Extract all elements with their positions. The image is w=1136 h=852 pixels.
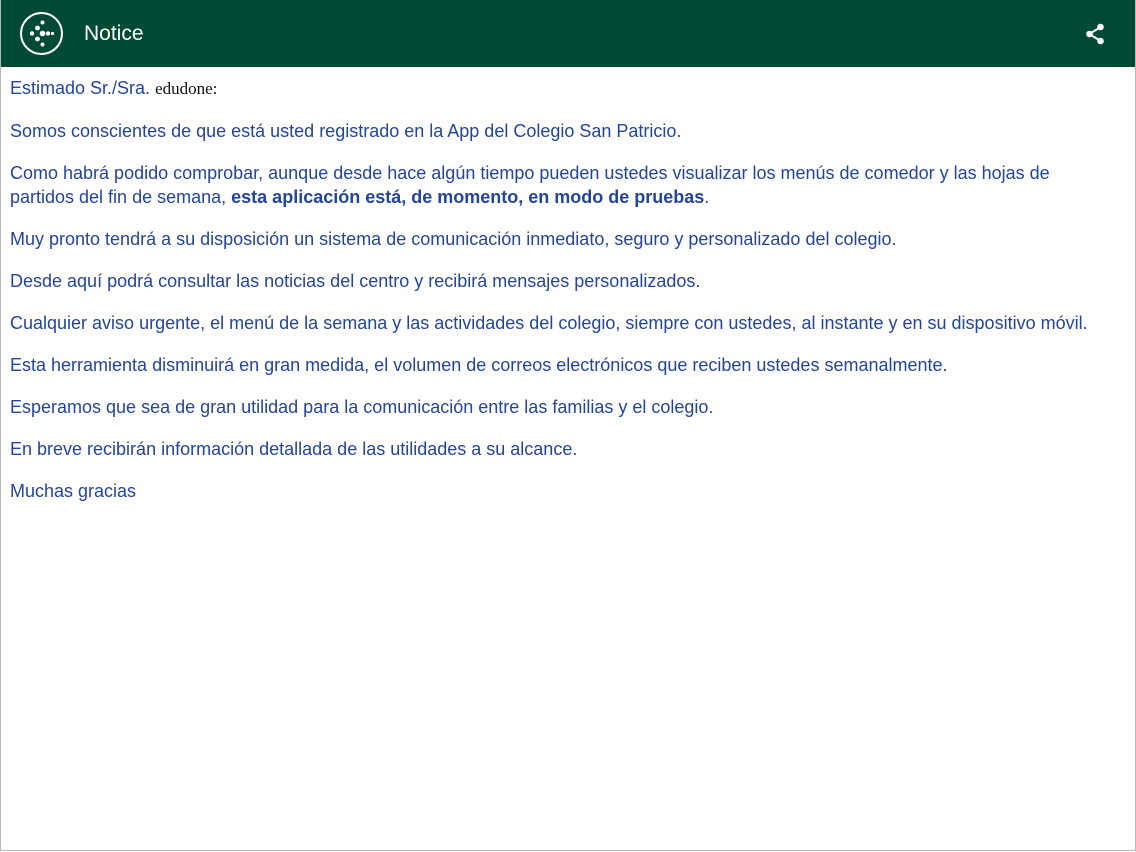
app-logo-button[interactable] — [20, 12, 63, 55]
greeting — [10, 76, 1110, 101]
paragraph-3: Muy pronto tendrá a su disposición un sistema de comunicación inmediato, seguro y personalizado del colegio. — [10, 229, 897, 249]
paragraph-7: Esperamos que sea de gran utilidad para la comunicación entre las familias y el colegio. — [10, 397, 714, 417]
paragraph-1: Somos conscientes de que está usted registrado en la App del Colegio San Patricio. — [10, 121, 682, 141]
top-bar — [1, 0, 1136, 67]
page-title: Notice — [84, 22, 144, 45]
paragraph-2-text: Como habrá podido comprobar, aunque desde hace algún tiempo pueden ustedes visualizar los menús de comedor y las hojas de partidos del fin de semana, — [10, 163, 1050, 207]
paragraph-2 — [10, 161, 1110, 209]
paragraph-5: Cualquier aviso urgente, el menú de la semana y las actividades del colegio, siempre con ustedes, al instante y en su dispositivo móvil. — [10, 313, 1088, 333]
share-icon — [1083, 22, 1107, 46]
dots-arrow-logo-icon — [22, 14, 61, 53]
greeting-prefix: Estimado Sr./Sra. — [10, 78, 151, 98]
recipient-name: edudone: — [155, 79, 218, 98]
paragraph-2-emphasis: esta aplicación está, de momento, en modo de pruebas — [231, 187, 705, 207]
paragraph-6: Esta herramienta disminuirá en gran medida, el volumen de correos electrónicos que reciben ustedes semanalmente. — [10, 355, 948, 375]
paragraph-8: En breve recibirán información detallada de las utilidades a su alcance. — [10, 439, 578, 459]
paragraph-4: Desde aquí podrá consultar las noticias del centro y recibirá mensajes personalizados. — [10, 271, 701, 291]
closing: Muchas gracias — [10, 481, 137, 501]
notice-body — [10, 76, 1110, 521]
share-button[interactable] — [1083, 22, 1107, 46]
paragraph-2-end: . — [704, 187, 710, 207]
